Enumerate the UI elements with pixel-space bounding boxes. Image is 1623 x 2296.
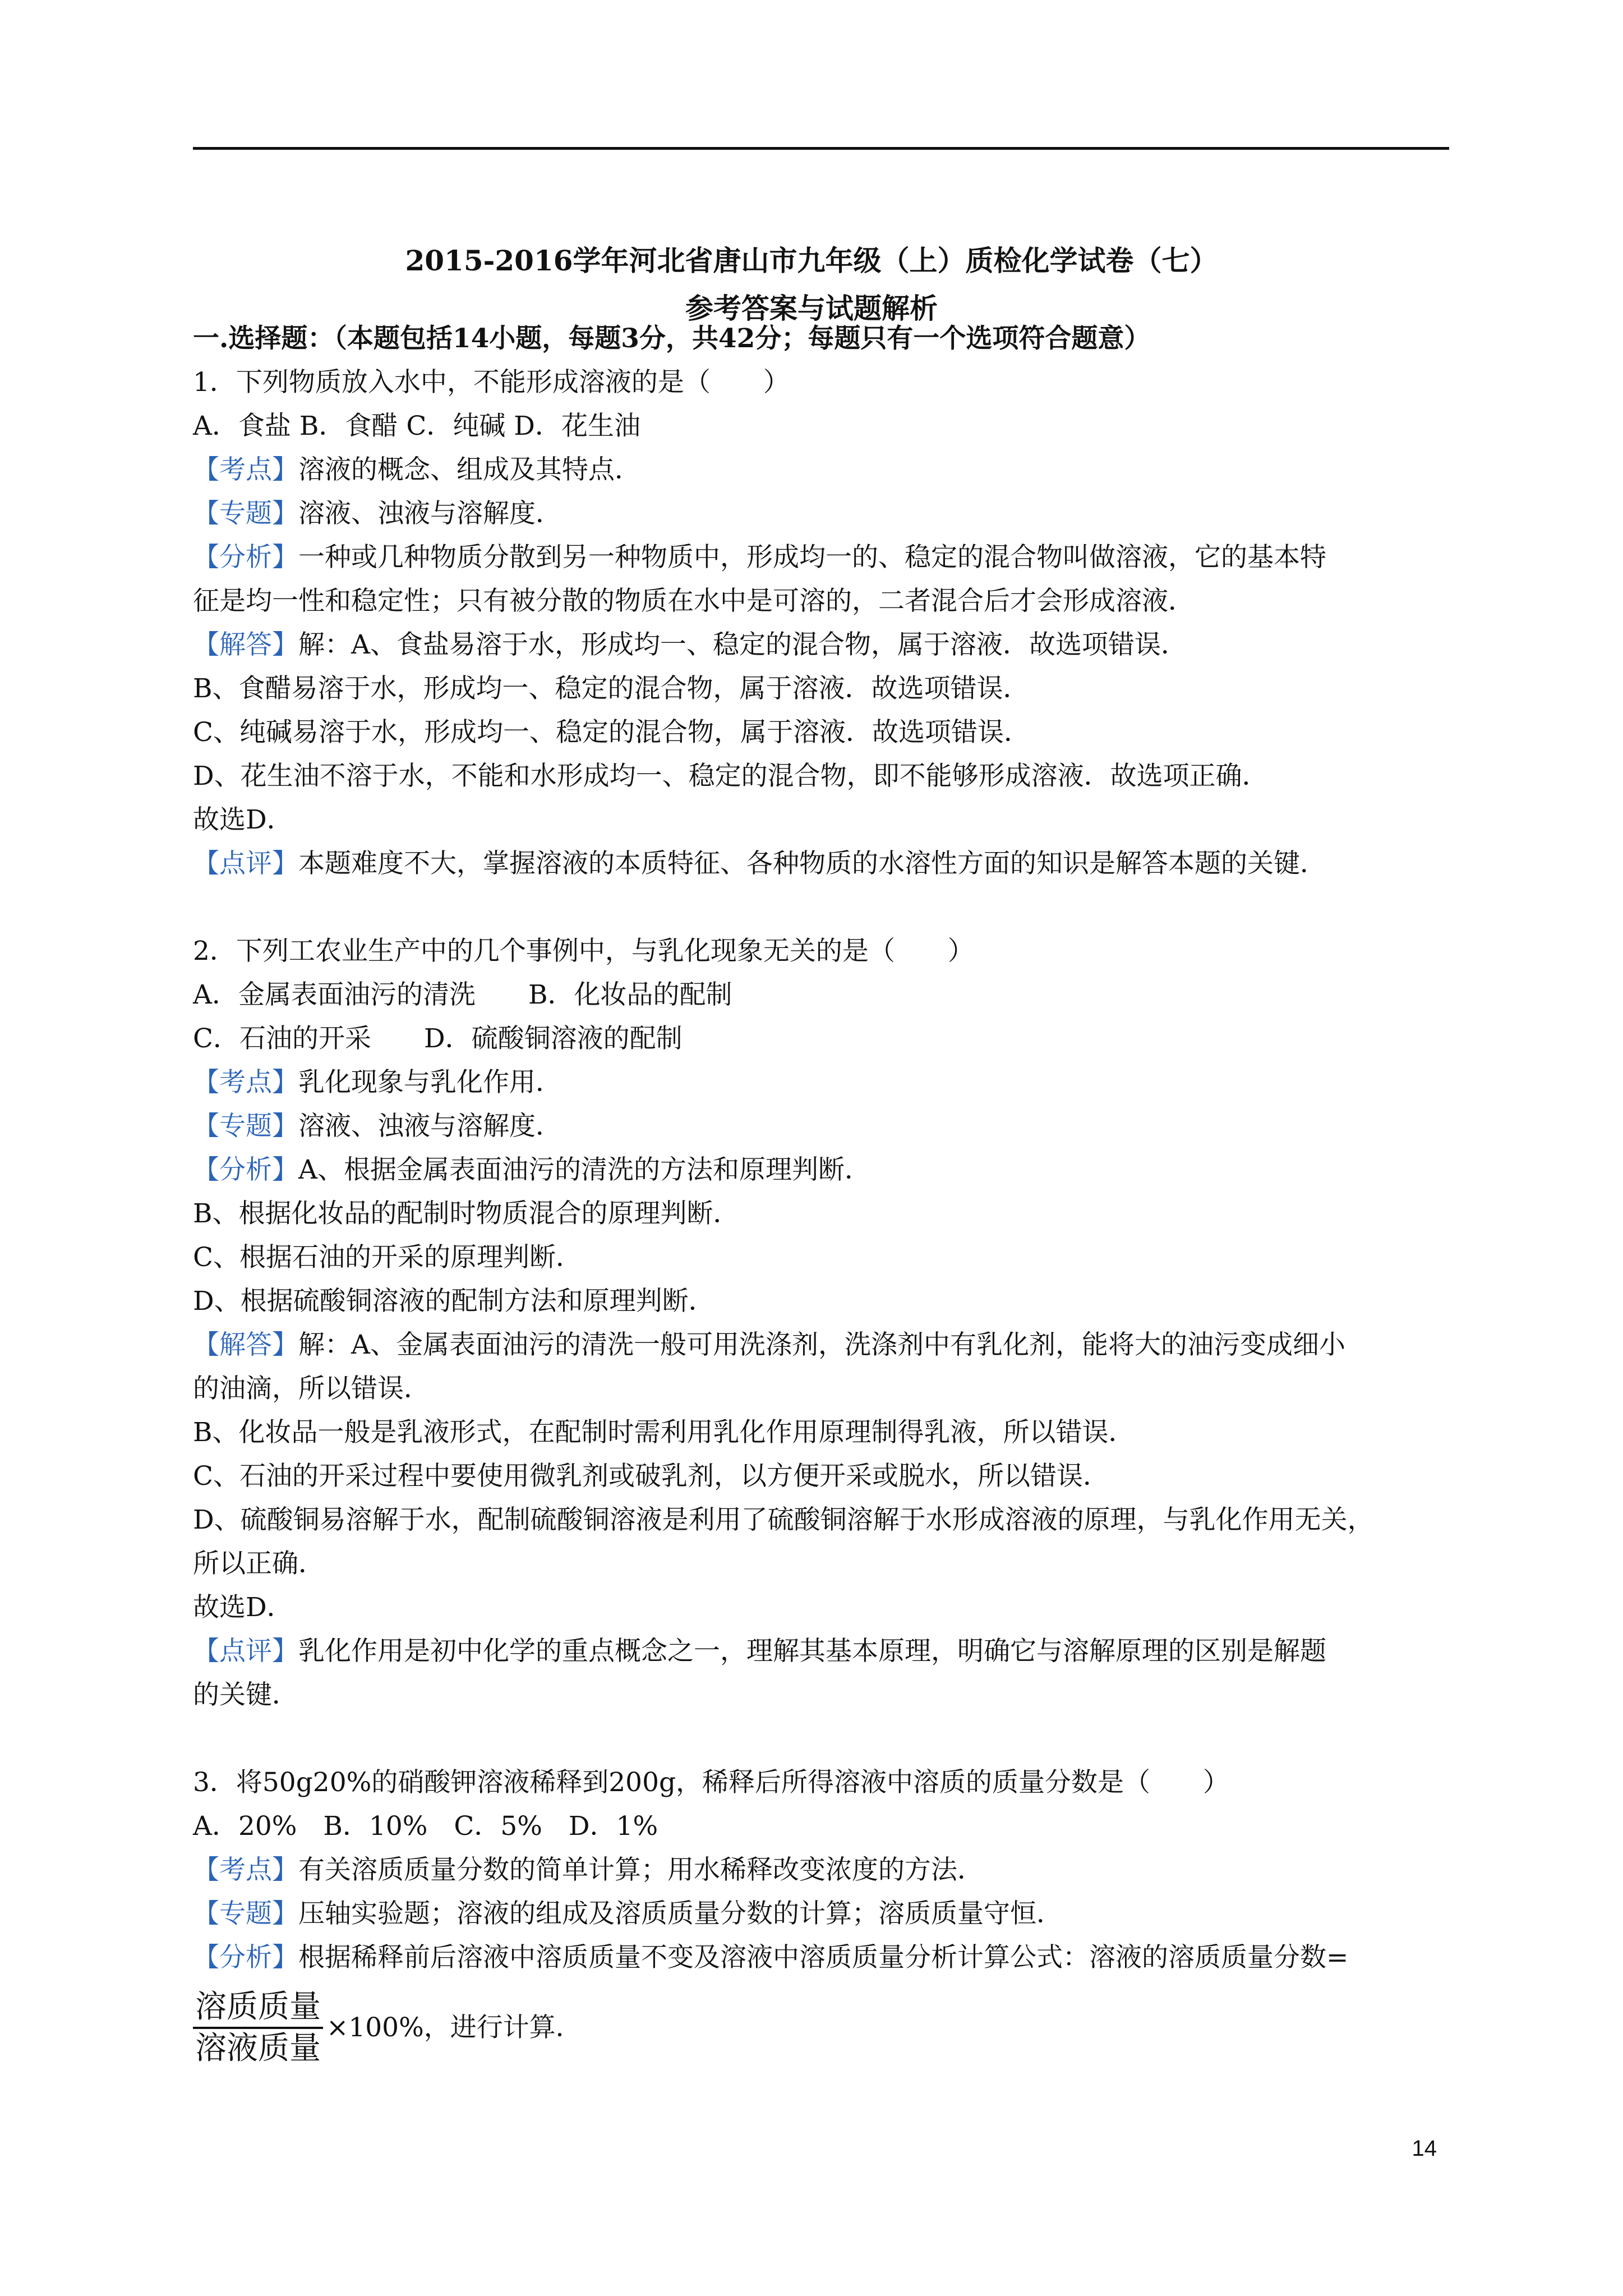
q2-jieda-b: B、化妆品一般是乳液形式，在配制时需利用乳化作用原理制得乳液，所以错误． xyxy=(193,1417,1135,1448)
q2-kaodian-text: 乳化现象与乳化作用． xyxy=(298,1067,562,1098)
tag-fenxi: 【分析】 xyxy=(193,542,298,573)
q2-jieda-d: D、硫酸铜易溶解于水，配制硫酸铜溶液是利用了硫酸铜溶解于水形成溶液的原理，与乳化作用无关， xyxy=(193,1504,1374,1535)
q2-dianping-text: 乳化作用是初中化学的重点概念之一，理解其基本原理，明确它与溶解原理的区别是解题 xyxy=(298,1636,1326,1667)
q2-fenxi-text: A、根据金属表面油污的清洗的方法和原理判断． xyxy=(298,1154,871,1185)
q2-dianping-cont: 的关键． xyxy=(193,1680,298,1710)
tag-dianping: 【点评】 xyxy=(193,848,298,879)
q2-kaodian xyxy=(193,1061,1449,1105)
q1-jieda-b: B、食醋易溶于水，形成均一、稳定的混合物，属于溶液．故选项错误． xyxy=(193,673,1030,704)
q1-jieda-d: D、花生油不溶于水，不能和水形成均一、稳定的混合物，即不能够形成溶液．故选项正确． xyxy=(193,761,1269,792)
q3-stem: 3．将50g20%的硝酸钾溶液稀释到200g，稀释后所得溶液中溶质的质量分数是（ ） xyxy=(193,1767,1230,1798)
spacer xyxy=(193,1717,1449,1761)
tag-kaodian: 【考点】 xyxy=(193,1067,298,1098)
q2-options-cd: C．石油的开采 D．硫酸铜溶液的配制 xyxy=(193,1023,683,1054)
tag-jieda: 【解答】 xyxy=(193,629,298,660)
q1-jieda-text: 解：A、食盐易溶于水，形成均一、稳定的混合物，属于溶液．故选项错误． xyxy=(298,629,1187,660)
tag-dianping: 【点评】 xyxy=(193,1636,298,1667)
q3-kaodian xyxy=(193,1848,1449,1892)
q1-kaodian-text: 溶液的概念、组成及其特点． xyxy=(298,454,641,485)
q1-options: A．食盐 B．食醋 C．纯碱 D．花生油 xyxy=(193,411,640,441)
q2-jieda-c: C、石油的开采过程中要使用微乳剂或破乳剂，以方便开采或脱水，所以错误． xyxy=(193,1461,1109,1492)
header-rule xyxy=(193,147,1449,150)
q2-jieda-text: 解：A、金属表面油污的清洗一般可用洗涤剂，洗涤剂中有乳化剂，能将大的油污变成细小 xyxy=(298,1329,1345,1360)
q2-fenxi-c: C、根据石油的开采的原理判断． xyxy=(193,1242,582,1273)
document-subtitle: 参考答案与试题解析 xyxy=(685,292,938,325)
q2-answer: 故选D． xyxy=(193,1592,293,1623)
tag-zhuanti: 【专题】 xyxy=(193,498,298,529)
document-title: 2015-2016学年河北省唐山市九年级（上）质检化学试卷（七） xyxy=(405,244,1218,277)
q3-zhuanti xyxy=(193,1892,1449,1936)
tag-zhuanti: 【专题】 xyxy=(193,1111,298,1142)
tag-kaodian: 【考点】 xyxy=(193,1855,298,1885)
page-number: 14 xyxy=(1412,2136,1437,2161)
q1-dianping-text: 本题难度不大，掌握溶液的本质特征、各种物质的水溶性方面的知识是解答本题的关键． xyxy=(298,848,1326,879)
q2-jieda-d-cont: 所以正确． xyxy=(193,1548,325,1579)
q3-zhuanti-text: 压轴实验题；溶液的组成及溶质质量分数的计算；溶质质量守恒． xyxy=(298,1898,1063,1929)
q1-answer: 故选D． xyxy=(193,804,293,835)
q1-fenxi-cont: 征是均一性和稳定性；只有被分散的物质在水中是可溶的，二者混合后才会形成溶液． xyxy=(193,586,1195,616)
q1-fenxi-text: 一种或几种物质分散到另一种物质中，形成均一的、稳定的混合物叫做溶液，它的基本特 xyxy=(298,542,1326,573)
q3-formula xyxy=(193,1983,1449,2073)
q2-fenxi-d: D、根据硫酸铜溶液的配制方法和原理判断． xyxy=(193,1286,715,1317)
q3-fenxi-text: 根据稀释前后溶液中溶质质量不变及溶液中溶质质量分析计算公式：溶液的溶质质量分数= xyxy=(298,1942,1349,1973)
q2-jieda-cont: 的油滴，所以错误． xyxy=(193,1373,430,1404)
section-heading: 一.选择题：（本题包括14小题，每题3分，共42分；每题只有一个选项符合题意） xyxy=(193,323,1151,354)
q2-fenxi-b: B、根据化妆品的配制时物质混合的原理判断． xyxy=(193,1198,740,1229)
document-body xyxy=(193,317,1449,2073)
spacer xyxy=(193,886,1449,930)
fraction-numerator: 溶质质量 xyxy=(195,1989,321,2025)
q3-kaodian-text: 有关溶质质量分数的简单计算；用水稀释改变浓度的方法． xyxy=(298,1855,984,1885)
q1-jieda-c: C、纯碱易溶于水，形成均一、稳定的混合物，属于溶液．故选项错误． xyxy=(193,717,1030,748)
formula-suffix: ×100%，进行计算． xyxy=(326,2012,582,2043)
q2-options-ab: A．金属表面油污的清洗 B．化妆品的配制 xyxy=(193,979,732,1010)
tag-kaodian: 【考点】 xyxy=(193,454,298,485)
q2-zhuanti-text: 溶液、浊液与溶解度． xyxy=(298,1111,562,1142)
q1-zhuanti xyxy=(193,492,1449,536)
tag-fenxi: 【分析】 xyxy=(193,1942,298,1973)
q1-stem: 1．下列物质放入水中，不能形成溶液的是（ ） xyxy=(193,367,790,398)
fraction-denominator: 溶液质量 xyxy=(195,2030,321,2067)
tag-jieda: 【解答】 xyxy=(193,1329,298,1360)
q3-options: A．20% B．10% C．5% D．1% xyxy=(193,1811,658,1842)
tag-fenxi: 【分析】 xyxy=(193,1154,298,1185)
q1-zhuanti-text: 溶液、浊液与溶解度． xyxy=(298,498,562,529)
q1-kaodian xyxy=(193,448,1449,492)
q3-fenxi xyxy=(193,1936,1449,1980)
q1-jieda xyxy=(193,623,1449,667)
q2-fenxi xyxy=(193,1148,1449,1192)
q2-stem: 2．下列工农业生产中的几个事例中，与乳化现象无关的是（ ） xyxy=(193,936,974,967)
tag-zhuanti: 【专题】 xyxy=(193,1898,298,1929)
fraction xyxy=(193,1987,323,2068)
q1-fenxi xyxy=(193,536,1449,579)
q2-dianping xyxy=(193,1630,1449,1673)
q1-dianping xyxy=(193,842,1449,886)
q2-zhuanti xyxy=(193,1105,1449,1148)
q2-jieda xyxy=(193,1323,1449,1367)
